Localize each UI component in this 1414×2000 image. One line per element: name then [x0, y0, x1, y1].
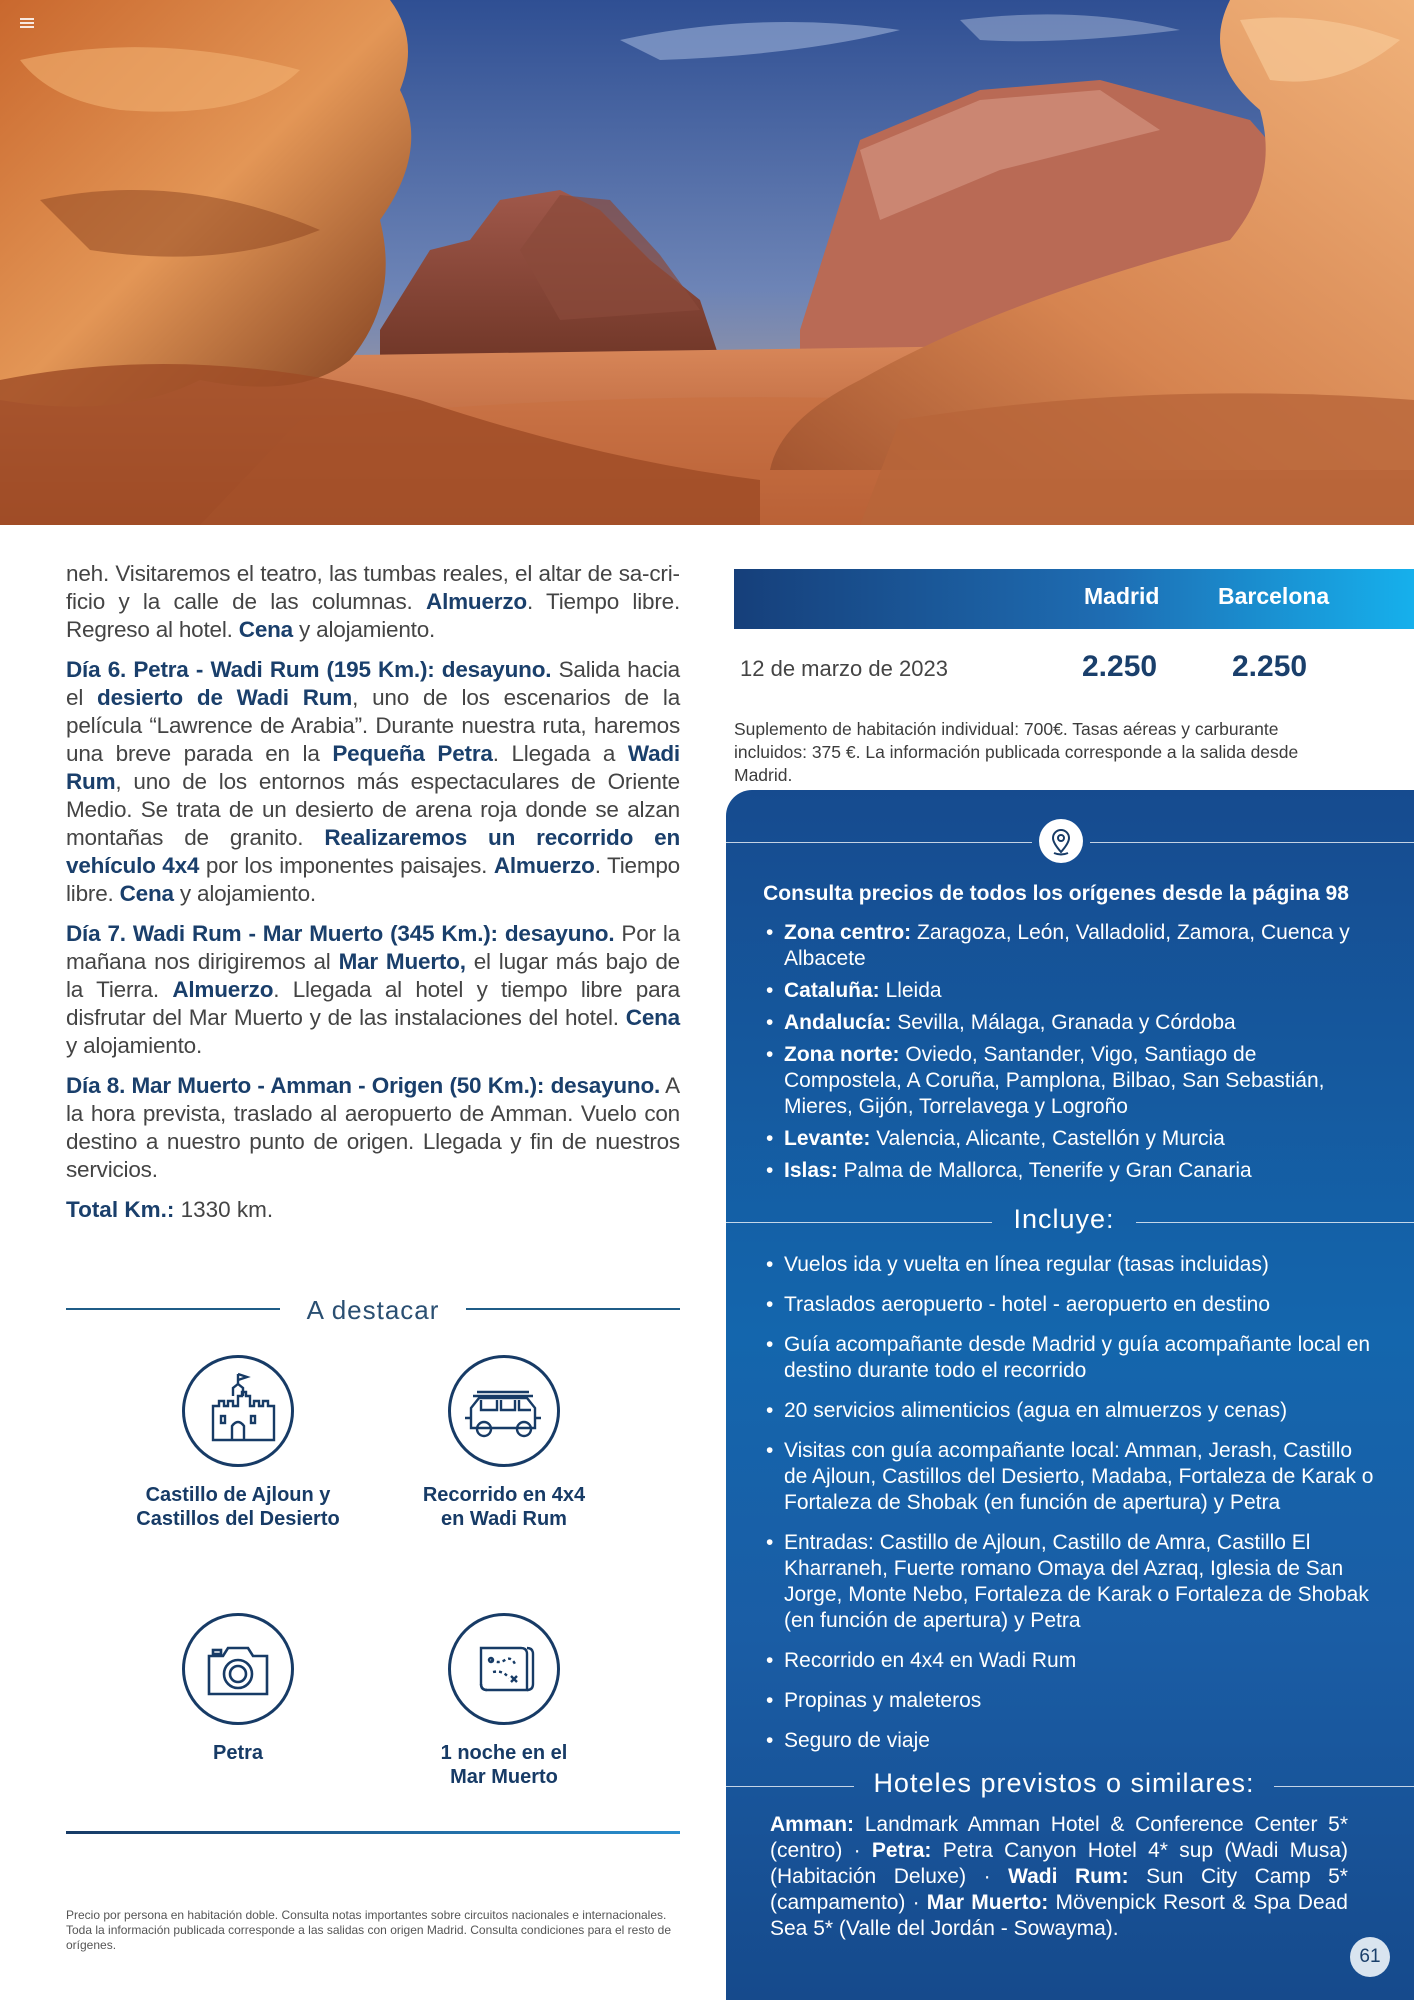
highlight-dead-sea	[384, 1613, 624, 1789]
info-panel	[726, 790, 1414, 2000]
wadi-rum-landscape	[0, 0, 1414, 525]
list-item: • Andalucía: Sevilla, Málaga, Granada y Córdoba	[760, 1010, 1380, 1036]
list-item: • Levante: Valencia, Alicante, Castellón y Murcia	[760, 1126, 1380, 1152]
page-number: 61	[1350, 1937, 1390, 1977]
map-icon	[448, 1613, 560, 1725]
highlight-label: Castillos del Desierto	[136, 1508, 340, 1530]
total-km: Total Km.: 1330 km.	[66, 1197, 274, 1222]
divider	[726, 1786, 854, 1787]
paragraph-day5-end: neh. Visitaremos el teatro, las tumbas reales, el altar de sa-crificio y la calle de las columnas. Almuerzo. Tiempo libre. Regreso al hotel. Cena y alojamiento.	[66, 561, 681, 642]
price-madrid: 2.250	[1082, 650, 1158, 683]
list-item: • Visitas con guía acompañante local: Amman, Jerash, Castillo de Ajloun, Castillos del Desierto, Madaba, Fortaleza de Karak o Fortaleza de Shobak (en función de apertura) y Petra	[760, 1438, 1380, 1516]
highlights-header	[66, 1295, 680, 1325]
castle-icon	[182, 1355, 294, 1467]
column-madrid: Madrid	[1084, 583, 1160, 609]
highlight-label: Mar Muerto	[450, 1766, 558, 1788]
highlight-label: 1 noche en el	[440, 1742, 568, 1764]
list-item: • Cataluña: Lleida	[760, 978, 1380, 1004]
itinerary-text	[66, 560, 680, 1224]
includes-title: Incluye:	[1013, 1204, 1115, 1234]
highlight-label: Petra	[212, 1742, 264, 1764]
price-table-header	[734, 569, 1414, 629]
list-item: • Propinas y maleteros	[760, 1688, 1380, 1714]
location-pin-icon	[1039, 819, 1083, 863]
highlight-label: en Wadi Rum	[441, 1508, 567, 1530]
divider	[726, 1222, 992, 1223]
paragraph-day7: Día 7. Wadi Rum - Mar Muerto (345 Km.): desayuno. Por la mañana nos dirigiremos al Mar Muerto, el lugar más bajo de la Tierra. Almuerzo. Llegada al hotel y tiempo libre para disfrutar del Mar Muerto y de las instalaciones del hotel. Cena y alojamiento.	[66, 921, 680, 1058]
camera-icon	[182, 1613, 294, 1725]
divider	[66, 1831, 680, 1834]
highlight-label: Recorrido en 4x4	[422, 1484, 586, 1506]
highlight-label: Castillo de Ajloun y	[145, 1484, 331, 1506]
menu-icon[interactable]	[20, 18, 34, 28]
price-barcelona: 2.250	[1232, 650, 1308, 683]
divider	[1090, 842, 1414, 843]
list-item: • Guía acompañante desde Madrid y guía acompañante local en destino durante todo el recorrido	[760, 1332, 1380, 1384]
includes-list	[760, 1252, 1380, 1754]
column-barcelona: Barcelona	[1218, 583, 1330, 609]
list-item: • Zona norte: Oviedo, Santander, Vigo, Santiago de Compostela, A Coruña, Pamplona, Bilbao, San Sebastián, Mieres, Gijón, Torrelavega y Logroño	[760, 1042, 1380, 1120]
hotels-text: Amman: Landmark Amman Hotel & Conference Center 5* (centro) · Petra: Petra Canyon Hotel 4* sup (Wadi Musa) (Habitación Deluxe) · Wadi Rum: Sun City Camp 5* (campamento) · Mar Muerto: Mövenpick Resort & Spa Dead Sea 5* (Valle del Jordán - Sowayma).	[770, 1813, 1349, 1940]
footnote: Precio por persona en habitación doble. Consulta notas importantes sobre circuitos nacionales e internacionales. Toda la información publicada corresponde a las salidas con origen Madrid. Consulta condiciones para el resto de orígenes.	[66, 1908, 672, 1952]
divider	[726, 842, 1032, 843]
list-item: • Zona centro: Zaragoza, León, Valladolid, Zamora, Cuenca y Albacete	[760, 920, 1380, 972]
divider	[1274, 1786, 1414, 1787]
highlight-petra	[118, 1613, 358, 1765]
list-item: • Seguro de viaje	[760, 1728, 1380, 1754]
paragraph-day8: Día 8. Mar Muerto - Amman - Origen (50 Km.): desayuno. A la hora prevista, traslado al aeropuerto de Amman. Vuelo con destino a nuestro punto de origen. Llegada y fin de nuestros servicios.	[66, 1073, 680, 1182]
list-item: • Traslados aeropuerto - hotel - aeropuerto en destino	[760, 1292, 1380, 1318]
supplement-note: Suplemento de habitación individual: 700€. Tasas aéreas y carburante incluidos: 375 €. La información publicada corresponde a la salida desde Madrid.	[734, 719, 1299, 785]
paragraph-day6: Día 6. Petra - Wadi Rum (195 Km.): desayuno. Salida hacia el desierto de Wadi Rum, uno de los escenarios de la película “Lawrence de Arabia”. Durante nuestra ruta, haremos una breve parada en la Pequeña Petra. Llegada a Wadi Rum, uno de los entornos más espectaculares de Oriente Medio. Se trata de un desierto de arena roja donde se alzan montañas de granito. Realizaremos un recorrido en vehículo 4x4 por los imponentes paisajes. Almuerzo. Tiempo libre. Cena y alojamiento.	[66, 657, 681, 906]
hotels-title: Hoteles previstos o similares:	[873, 1768, 1255, 1798]
origins-heading: Consulta precios de todos los orígenes desde la página 98	[763, 882, 1349, 905]
divider	[466, 1308, 680, 1310]
origins-list	[760, 920, 1380, 1184]
highlights-title: A destacar	[306, 1295, 440, 1325]
hero-desert-photo	[0, 0, 1414, 525]
list-item: • Recorrido en 4x4 en Wadi Rum	[760, 1648, 1380, 1674]
price-row	[740, 650, 1410, 690]
list-item: • Islas: Palma de Mallorca, Tenerife y Gran Canaria	[760, 1158, 1380, 1184]
divider	[1136, 1222, 1414, 1223]
list-item: • Vuelos ida y vuelta en línea regular (tasas incluidas)	[760, 1252, 1380, 1278]
highlight-4x4	[384, 1355, 624, 1531]
jeep-icon	[448, 1355, 560, 1467]
list-item: • Entradas: Castillo de Ajloun, Castillo de Amra, Castillo El Kharraneh, Fuerte romano Omaya del Azraq, Iglesia de San Jorge, Monte Nebo, Fortaleza de Karak o Fortaleza de Shobak (en función de apertura) y Petra	[760, 1530, 1380, 1634]
departure-date: 12 de marzo de 2023	[740, 656, 948, 681]
list-item: • 20 servicios alimenticios (agua en almuerzos y cenas)	[760, 1398, 1380, 1424]
highlight-castle	[118, 1355, 358, 1531]
